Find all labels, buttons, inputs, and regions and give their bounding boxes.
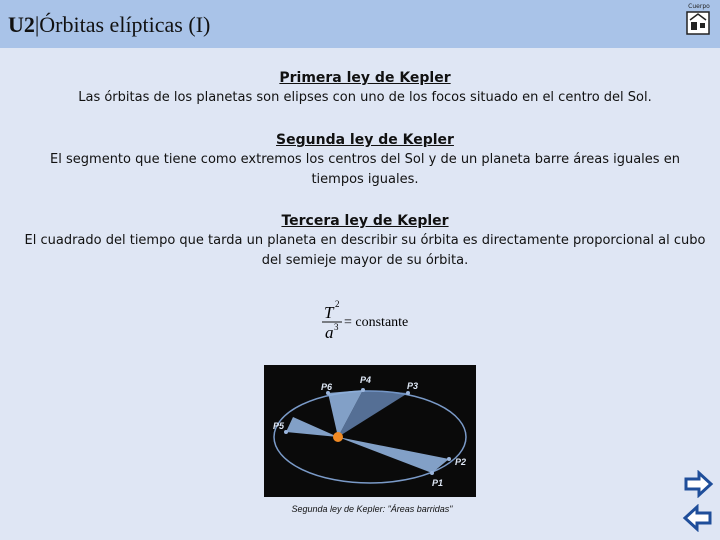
header-bar [0,0,720,48]
next-slide-button[interactable] [684,470,714,498]
label-p2: P2 [455,457,467,467]
label-p6: P6 [321,382,333,392]
third-law-formula [320,298,440,344]
formula-numerator-exponent: 2 [335,299,340,309]
page-title [8,12,210,38]
second-law-heading: Segunda ley de Kepler [276,132,454,148]
third-law-section [20,211,710,271]
third-law-text: El cuadrado del tiempo que tarda un planeta en describir su órbita es directamente proporcional al cubo del semieje mayor de su órbita. [24,233,706,268]
title-separator: | [34,12,40,37]
second-law-section [20,130,710,190]
kepler-orbit-diagram [264,365,476,497]
orbit-point-p1 [430,471,434,475]
second-law-text: El segmento que tiene como extremos los centros del Sol y de un planeta barre áreas iguales en tiempos iguales. [50,152,680,187]
sun-icon [333,432,343,442]
label-p5: P5 [273,421,285,431]
third-law-heading: Tercera ley de Kepler [281,213,449,229]
formula-denominator-exponent: 3 [334,322,339,332]
orbit-point-p3 [406,391,410,395]
orbit-point-p5 [284,430,288,434]
logo-icon [684,4,712,38]
formula-numerator: T [324,303,334,322]
unit-code: U2 [8,12,35,37]
previous-slide-button[interactable] [682,504,712,532]
first-law-text: Las órbitas de los planetas son elipses con uno de los focos situado en el centro del Sol. [78,90,652,105]
first-law-section [20,68,710,108]
orbit-point-p2 [447,457,451,461]
label-p1: P1 [432,478,444,488]
logo-label: Cuerpo [688,3,710,10]
diagram-caption: Segunda ley de Kepler: "Áreas barridas" [291,504,453,514]
label-p4: P4 [360,375,372,385]
formula-rhs: = constante [344,315,409,330]
orbit-point-p4 [361,388,365,392]
formula-denominator: a [325,323,334,342]
first-law-heading: Primera ley de Kepler [279,70,451,86]
label-p3: P3 [407,381,419,391]
arrow-left-icon [685,507,710,529]
title-text: Órbitas elípticas (I) [39,12,211,37]
arrow-right-icon [686,473,711,495]
